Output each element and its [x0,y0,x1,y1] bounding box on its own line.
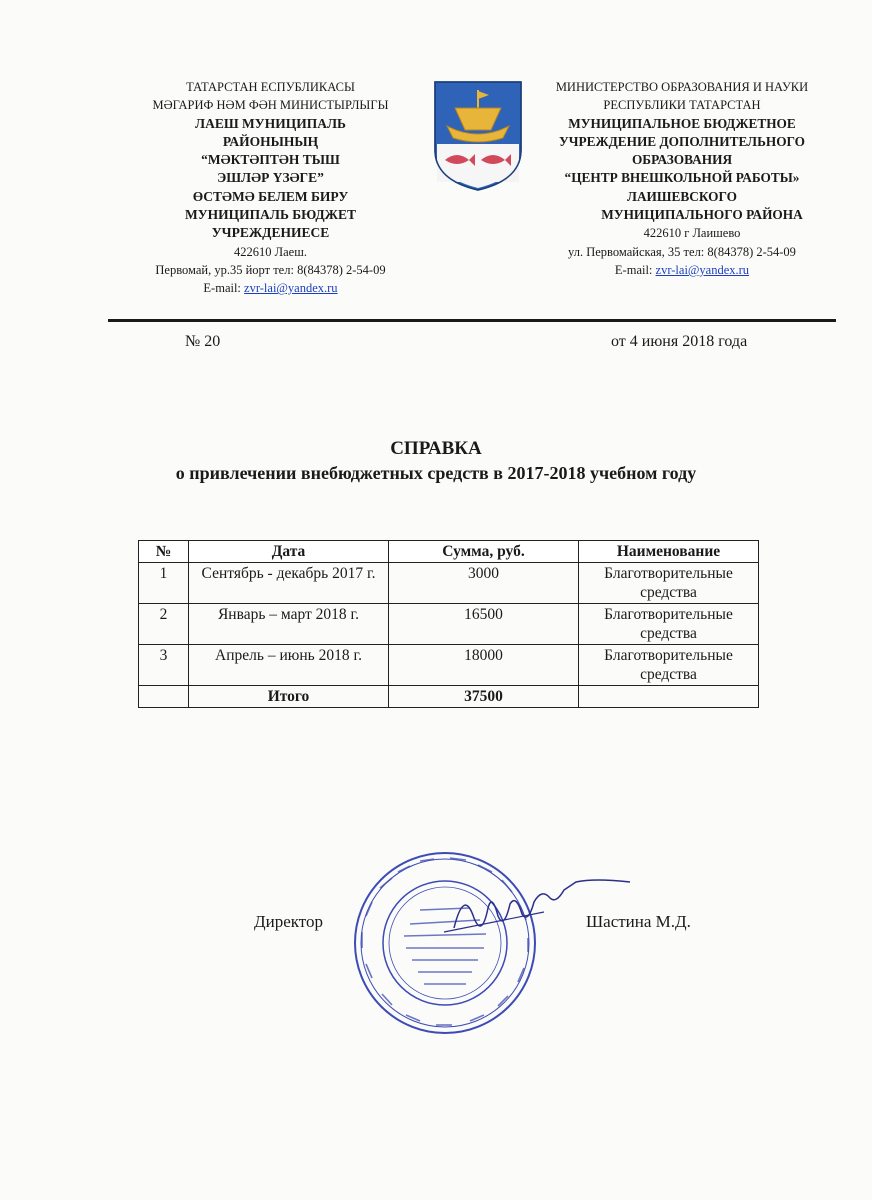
cell-name: Благотворительные средства [579,563,759,604]
handwritten-signature-icon [434,868,634,948]
header-left-line3: ЛАЕШ МУНИЦИПАЛЬ [195,115,346,131]
cell-date: Апрель – июнь 2018 г. [189,645,389,686]
document-title: СПРАВКА [390,438,482,459]
header-right-line6: “ЦЕНТР ВНЕШКОЛЬНОЙ РАБОТЫ» [564,170,800,186]
cell-num: 2 [139,604,189,645]
header-name: Наименование [579,541,759,563]
header-right [528,78,836,279]
cell-num: 3 [139,645,189,686]
header-right-email-label: E-mail: [614,262,656,277]
header-left-line9: УЧРЕЖДЕНИЕСЕ [211,225,330,241]
header-left-address: Первомай, ур.35 йорт тел: 8(84378) 2-54-09 [155,262,386,277]
cell-empty [579,686,759,708]
document-date: от 4 июня 2018 года [611,333,748,350]
header-right-line4: УЧРЕЖДЕНИЕ ДОПОЛНИТЕЛЬНОГО [558,133,806,149]
header-right-email-row [528,261,836,279]
cell-sum: 3000 [389,563,579,604]
cell-date: Январь – март 2018 г. [189,604,389,645]
header-date: Дата [189,541,389,563]
header-left-postal: 422610 Лаеш. [234,244,307,259]
total-sum: 37500 [389,686,579,708]
cell-name: Благотворительные средства [579,604,759,645]
header-right-address: ул. Первомайская, 35 тел: 8(84378) 2-54-09 [568,244,796,259]
cell-date: Сентябрь - декабрь 2017 г. [189,563,389,604]
header-right-line1: МИНИСТЕРСТВО ОБРАЗОВАНИЯ И НАУКИ [555,80,809,94]
total-label: Итого [189,686,389,708]
cell-sum: 16500 [389,604,579,645]
header-left-line7: ӨСТӘМӘ БЕЛЕМ БИРУ [192,188,349,204]
header-num: № [139,541,189,563]
header-right-line7: ЛАИШЕВСКОГО [627,188,737,204]
header-left [118,78,423,298]
funds-table [138,540,759,708]
coat-of-arms-icon [433,80,523,192]
table-row [139,645,759,686]
header-left-line1: ТАТАРСТАН ЕСПУБЛИКАСЫ [186,80,355,94]
header-left-line4: РАЙОНЫНЫҢ [222,133,319,149]
header-left-line5: “МӘКТӘПТӘН ТЫШ [201,152,340,168]
header-right-line2: РЕСПУБЛИКИ ТАТАРСТАН [603,98,761,113]
header-right-postal: 422610 г Лаишево [643,226,741,241]
table-row [139,563,759,604]
header-left-email-row [118,279,423,297]
signer-title: Директор [254,912,323,931]
header-left-email-label: E-mail: [203,281,245,296]
header-left-line8: МУНИЦИПАЛЬ БЮДЖЕТ [184,207,357,223]
cell-num: 1 [139,563,189,604]
header-right-line8: МУНИЦИПАЛЬНОГО РАЙОНА [601,207,803,223]
cell-empty [139,686,189,708]
document-number: № 20 [185,333,221,350]
header-sum: Сумма, руб. [389,541,579,563]
header-divider [108,319,836,322]
document-subtitle: о привлечении внебюджетных средств в 2017-2018 учебном году [175,463,697,483]
table-row [139,604,759,645]
cell-sum: 18000 [389,645,579,686]
signer-name: Шастина М.Д. [586,912,691,931]
header-left-email-link[interactable]: zvr-lai@yandex.ru [244,281,338,296]
header-right-line5: ОБРАЗОВАНИЯ [631,152,733,168]
table-total-row [139,686,759,708]
table-header-row [139,541,759,563]
header-right-line3: МУНИЦИПАЛЬНОЕ БЮДЖЕТНОЕ [568,115,796,131]
header-left-line2: МӘГАРИФ НӘМ ФӘН МИНИСТЫРЛЫГЫ [152,98,389,113]
header-right-email-link[interactable]: zvr-lai@yandex.ru [655,262,750,277]
header-left-line6: ЭШЛӘР ҮЗӘГЕ” [217,170,324,186]
cell-name: Благотворительные средства [579,645,759,686]
